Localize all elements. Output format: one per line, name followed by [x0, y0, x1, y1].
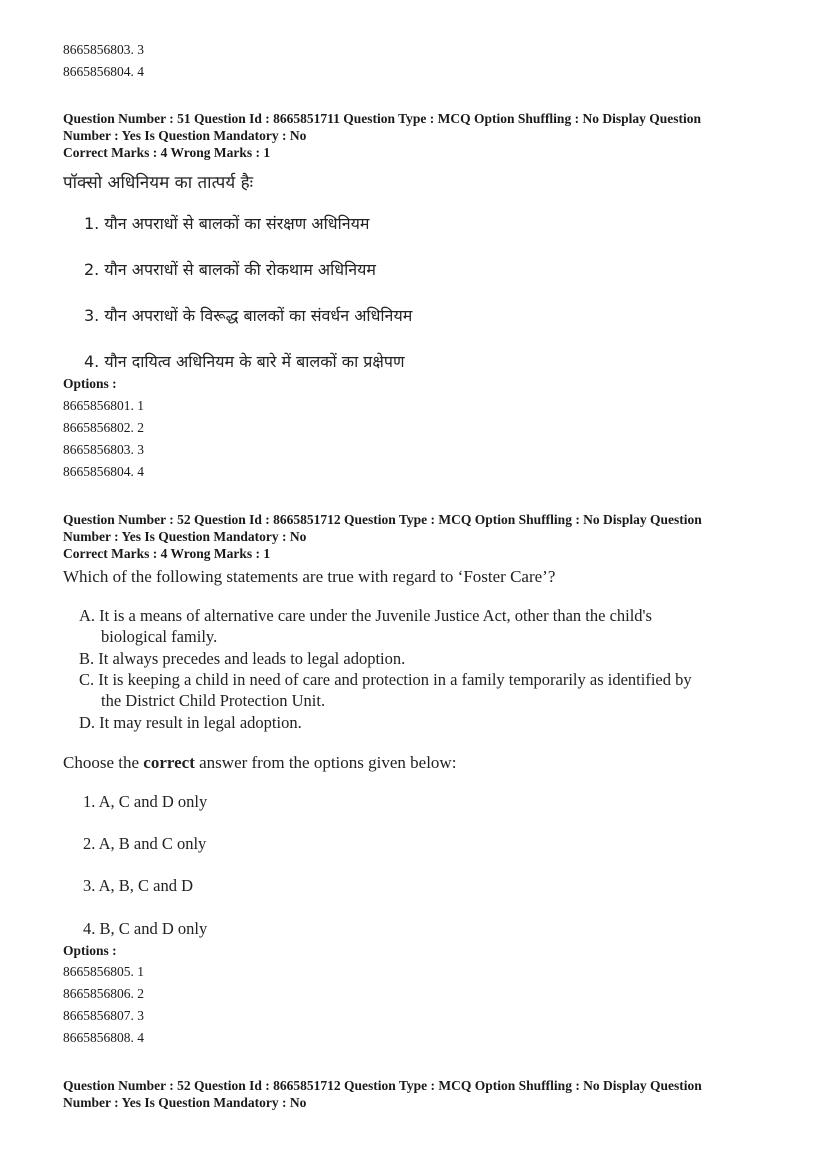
- options-label: Options :: [63, 943, 117, 958]
- option-id: 8665856802. 2: [63, 420, 144, 435]
- option-id: 8665856803. 3: [63, 442, 144, 457]
- meta-line: Number : Yes Is Question Mandatory : No: [63, 128, 307, 143]
- statement-a-continued: biological family.: [101, 627, 218, 646]
- statement-c: [79, 670, 692, 690]
- choice-item: 3. A, B, C and D: [83, 876, 194, 895]
- option-id: 8665856808. 4: [63, 1030, 144, 1045]
- choice-item: 2. यौन अपराधों से बालकों की रोकथाम अधिनियम: [84, 260, 376, 279]
- choice-item: 4. यौन दायित्व अधिनियम के बारे में बालकों का प्रक्षेपण: [84, 352, 405, 371]
- instruction-text: Choose the: [63, 753, 144, 772]
- meta-line: Question Number : 51 Question Id : 8665851711 Question Type : MCQ Option Shuffling : No Display Question: [63, 111, 701, 126]
- option-id: 8665856801. 1: [63, 398, 144, 413]
- meta-line: Number : Yes Is Question Mandatory : No: [63, 1095, 307, 1110]
- statement-text: It is a means of alternative care under the Juvenile Justice Act, other than the child's: [99, 606, 652, 625]
- marks-line: Correct Marks : 4 Wrong Marks : 1: [63, 546, 271, 561]
- statement-text: It always precedes and leads to legal adoption.: [98, 649, 406, 668]
- option-id: 8665856804. 4: [63, 64, 144, 79]
- statement-a: [79, 606, 652, 626]
- option-id: 8665856807. 3: [63, 1008, 144, 1023]
- statement-b: [79, 649, 405, 669]
- statement-d: [79, 713, 302, 733]
- instruction-text: answer from the options given below:: [194, 753, 457, 772]
- choice-item: 4. B, C and D only: [83, 919, 208, 938]
- statement-letter: C.: [79, 670, 95, 689]
- marks-line: Correct Marks : 4 Wrong Marks : 1: [63, 145, 271, 160]
- statement-letter: B.: [79, 649, 95, 668]
- meta-line: Number : Yes Is Question Mandatory : No: [63, 529, 307, 544]
- choice-item: 2. A, B and C only: [83, 834, 207, 853]
- question-52-meta: [63, 511, 773, 562]
- question-51-meta: [63, 110, 773, 161]
- statement-letter: A.: [79, 606, 96, 625]
- instruction-emphasis: correct: [143, 753, 195, 772]
- meta-line: Question Number : 52 Question Id : 8665851712 Question Type : MCQ Option Shuffling : No Display Question: [63, 512, 702, 527]
- options-label: Options :: [63, 376, 117, 391]
- option-id: 8665856803. 3: [63, 42, 144, 57]
- meta-line: Question Number : 52 Question Id : 8665851712 Question Type : MCQ Option Shuffling : No Display Question: [63, 1078, 702, 1093]
- statement-text: It is keeping a child in need of care and protection in a family temporarily as identified by: [98, 670, 692, 689]
- statement-text: It may result in legal adoption.: [99, 713, 302, 732]
- choice-item: 3. यौन अपराधों के विरूद्ध बालकों का संवर्धन अधिनियम: [84, 306, 413, 325]
- question-52-repeat-meta: [63, 1077, 773, 1111]
- choice-item: 1. A, C and D only: [83, 792, 208, 811]
- choose-instruction: [63, 752, 456, 773]
- choice-item: 1. यौन अपराधों से बालकों का संरक्षण अधिनियम: [84, 214, 370, 233]
- question-51-text: पॉक्सो अधिनियम का तात्पर्य हैः: [63, 173, 254, 193]
- option-id: 8665856805. 1: [63, 964, 144, 979]
- option-id: 8665856806. 2: [63, 986, 144, 1001]
- statement-letter: D.: [79, 713, 96, 732]
- statement-c-continued: the District Child Protection Unit.: [101, 691, 326, 710]
- question-52-text: Which of the following statements are true with regard to ‘Foster Care’?: [63, 567, 556, 586]
- option-id: 8665856804. 4: [63, 464, 144, 479]
